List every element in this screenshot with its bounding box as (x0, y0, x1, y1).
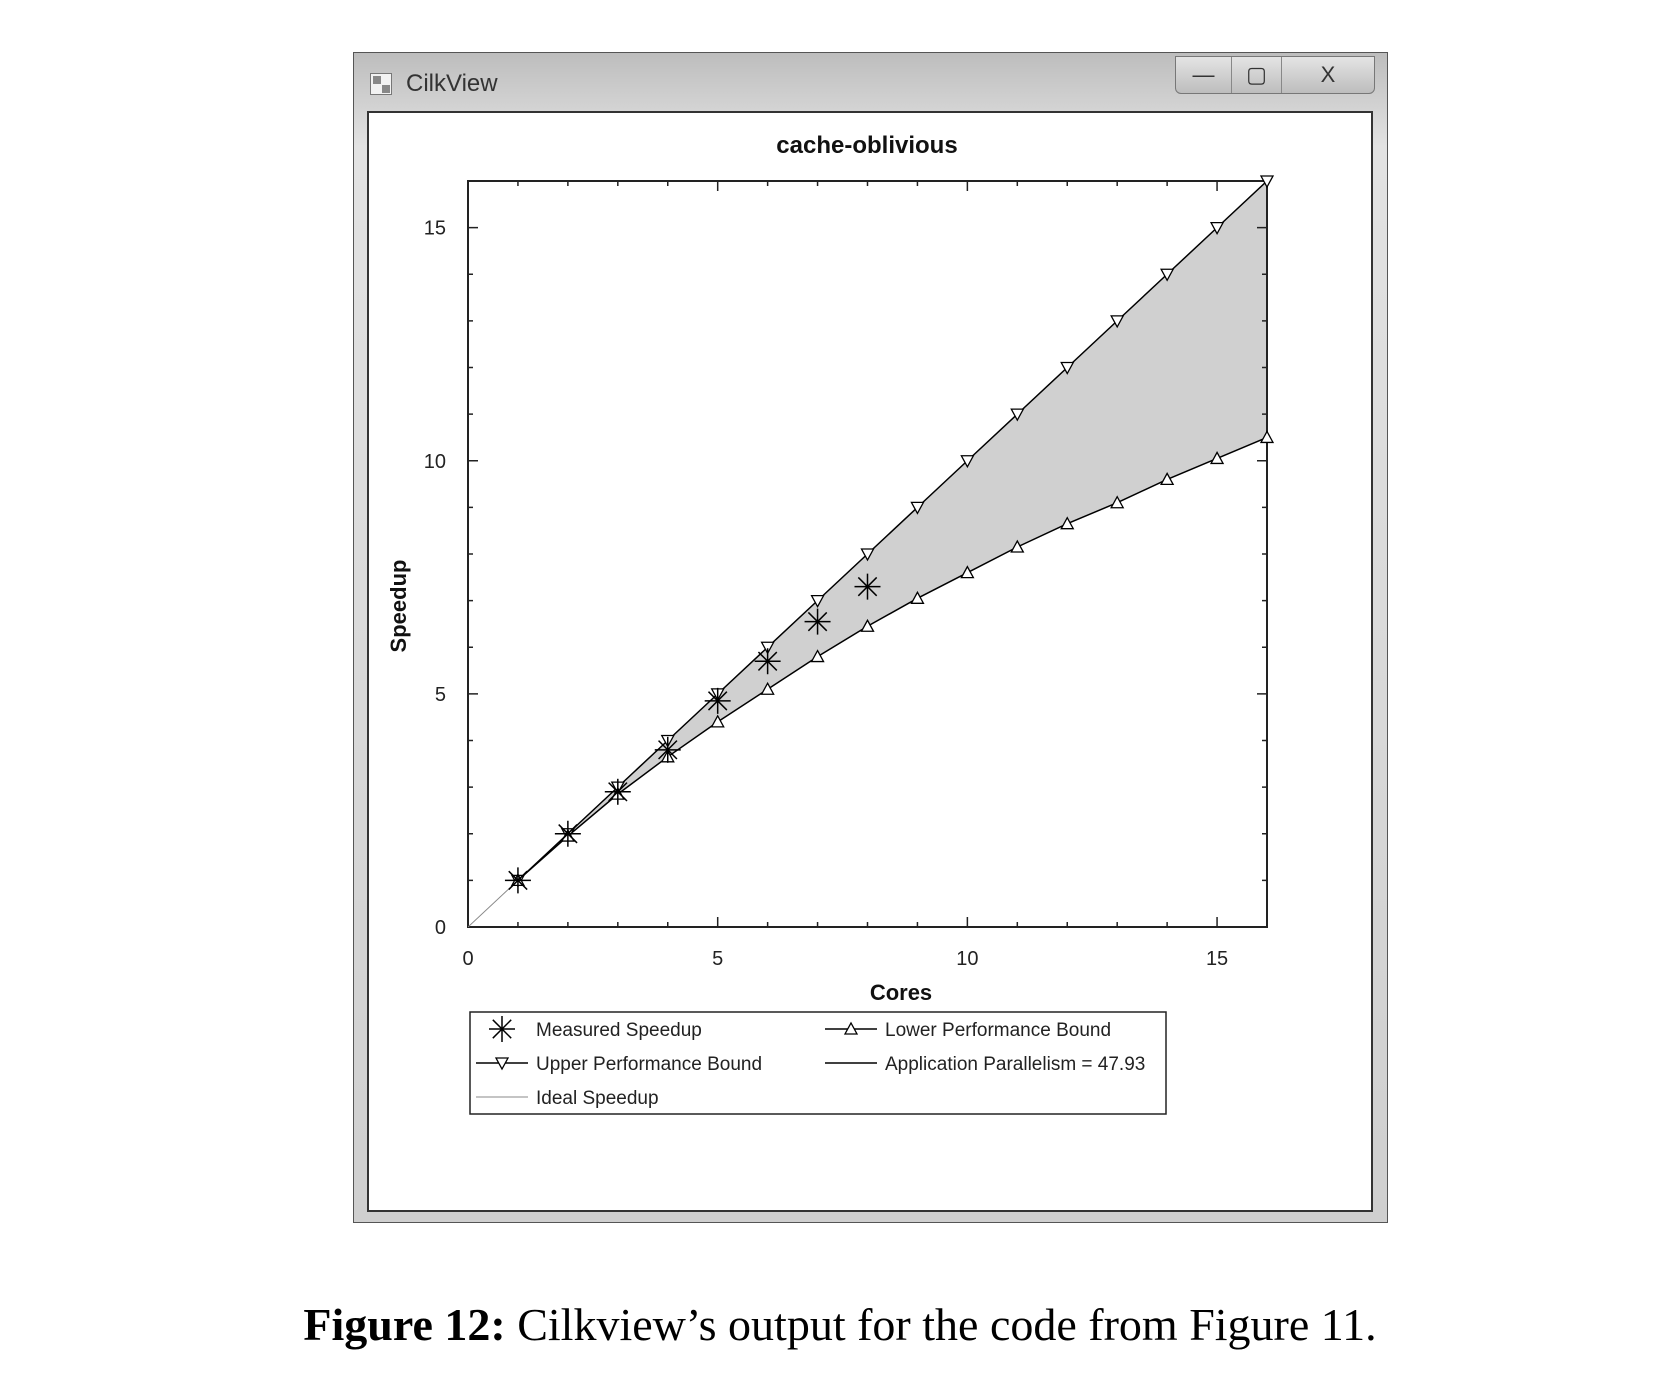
x-tick-label: 10 (956, 948, 979, 970)
window-controls (1175, 56, 1375, 94)
measured-speedup-marker (655, 737, 681, 763)
figure-caption (0, 1298, 1680, 1351)
maximize-button[interactable]: ▢ (1232, 57, 1282, 93)
window-title: CilkView (406, 70, 498, 97)
title-bar[interactable] (354, 53, 1387, 109)
app-icon (370, 73, 392, 95)
measured-speedup-marker (855, 574, 881, 600)
x-tick-label: 5 (712, 948, 724, 970)
measured-speedup-marker (505, 867, 531, 893)
x-axis-label: Cores (869, 980, 933, 1005)
legend-label: Measured Speedup (536, 1020, 702, 1041)
legend-label: Application Parallelism = 47.93 (885, 1054, 1146, 1075)
measured-speedup-marker (555, 821, 581, 847)
cilkview-window (353, 52, 1388, 1223)
caption-label: Figure 12: (303, 1299, 506, 1350)
y-tick-label: 0 (434, 917, 446, 939)
measured-speedup-marker (705, 688, 731, 714)
upper-bound-line (518, 181, 1267, 880)
x-tick-label: 15 (1205, 948, 1229, 970)
measured-speedup-marker (755, 648, 781, 674)
minimize-button[interactable]: — (1176, 57, 1232, 93)
speedup-chart (369, 113, 1371, 1210)
legend-symbol-measured (489, 1016, 515, 1042)
measured-speedup-marker (805, 609, 831, 635)
legend (470, 1012, 1166, 1114)
legend-label: Upper Performance Bound (536, 1054, 763, 1075)
y-tick-label: 15 (423, 217, 446, 240)
chart-title: cache-oblivious (776, 132, 958, 159)
measured-speedup-marker (605, 779, 631, 805)
legend-label: Lower Performance Bound (885, 1020, 1112, 1041)
caption-text: Cilkview’s output for the code from Figure 11. (517, 1299, 1377, 1350)
close-button[interactable]: X (1320, 62, 1336, 87)
lower-bound-line (518, 437, 1267, 880)
chart-area (367, 111, 1373, 1212)
legend-label: Ideal Speedup (536, 1088, 659, 1109)
y-axis-label: Speedup (386, 559, 411, 653)
y-tick-label: 5 (434, 683, 446, 706)
y-tick-label: 10 (423, 450, 446, 473)
x-tick-label: 0 (462, 948, 474, 970)
